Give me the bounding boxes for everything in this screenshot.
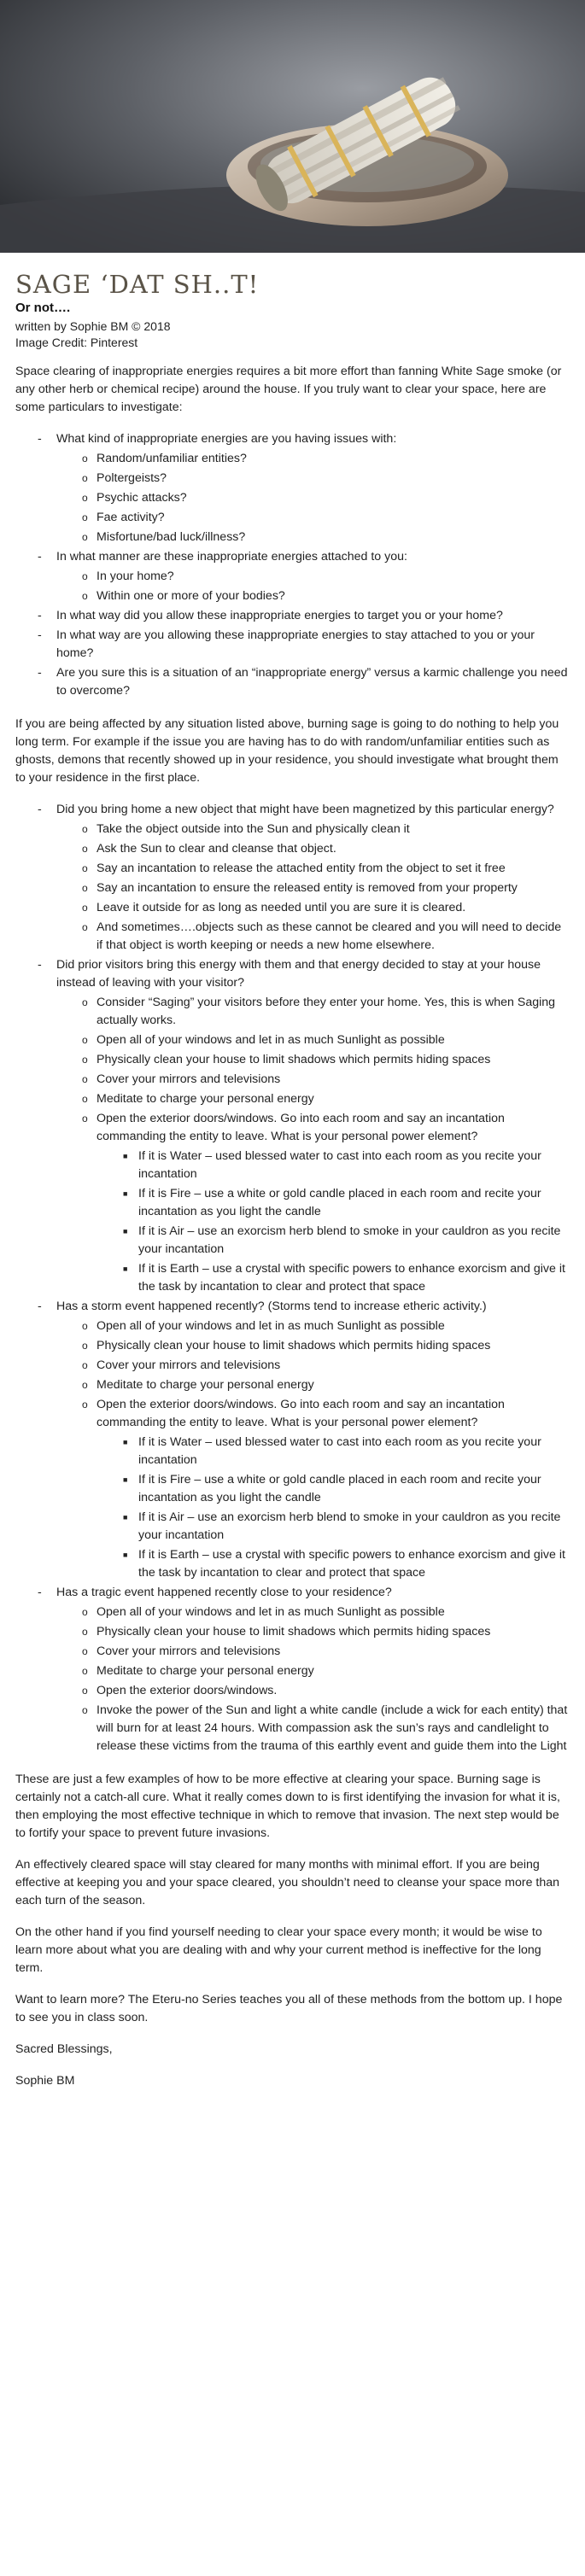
- byline: written by Sophie BM © 2018: [15, 319, 171, 333]
- list-item: o Physically clean your house to limit shadows which permits hiding spaces: [56, 1051, 570, 1069]
- list-item: ■ If it is Earth – use a crystal with specific powers to enhance exorcism and give it the task by incantation to clear and protect that space: [97, 1546, 570, 1582]
- list-item: o Take the object outside into the Sun and physically clean it: [56, 821, 570, 838]
- list-item: ■ If it is Air – use an exorcism herb blend to smoke in your cauldron as you recite your incantation: [97, 1223, 570, 1259]
- list-item: o Meditate to charge your personal energy: [56, 1376, 570, 1394]
- list-item: o Ask the Sun to clear and cleanse that object.: [56, 840, 570, 858]
- list-item: o And sometimes….objects such as these cannot be cleared and you will need to decide if that object is worth keeping or needs a new home elsewhere.: [56, 919, 570, 955]
- question-text: In what manner are these inappropriate energies attached to you:: [56, 550, 407, 564]
- list-item: o Misfortune/bad luck/illness?: [56, 529, 570, 546]
- list-item: o Say an incantation to release the attached entity from the object to set it free: [56, 860, 570, 878]
- sub-list: [56, 1603, 570, 1755]
- list-item: o Psychic attacks?: [56, 489, 570, 507]
- scenarios-list: [15, 801, 570, 1755]
- list-item: ■ If it is Fire – use a white or gold candle placed in each room and recite your incantation as you light the candle: [97, 1185, 570, 1221]
- sub-list: [56, 568, 570, 605]
- image-credit: Image Credit: Pinterest: [15, 336, 138, 349]
- list-item: o Say an incantation to ensure the released entity is removed from your property: [56, 879, 570, 897]
- scenario-text: Did you bring home a new object that might have been magnetized by this particular energy?: [56, 803, 554, 816]
- list-item: - In what way are you allowing these inappropriate energies to stay attached to you or your home?: [15, 627, 570, 663]
- list-item: [15, 956, 570, 1296]
- list-item: o Open all of your windows and let in as much Sunlight as possible: [56, 1317, 570, 1335]
- sub-list: [56, 1317, 570, 1582]
- list-item: o Physically clean your house to limit shadows which permits hiding spaces: [56, 1337, 570, 1355]
- scenario-text: Has a storm event happened recently? (Storms tend to increase etheric activity.): [56, 1300, 487, 1313]
- list-item: o Open all of your windows and let in as much Sunlight as possible: [56, 1031, 570, 1049]
- list-item: ■ If it is Water – used blessed water to cast into each room as you recite your incantation: [97, 1148, 570, 1183]
- list-item: [56, 1110, 570, 1296]
- question-text: What kind of inappropriate energies are you having issues with:: [56, 432, 397, 446]
- mid-paragraph: If you are being affected by any situation listed above, burning sage is going to do nothing to help you long term. For example if the issue you are having has to do with random/unfamiliar entities such as ghosts, demons that recently showed up in your residence, you should investigate what brought them to your residence in the first place.: [15, 717, 559, 785]
- list-item: o Cover your mirrors and televisions: [56, 1357, 570, 1375]
- list-item: o Leave it outside for as long as needed until you are sure it is cleared.: [56, 899, 570, 917]
- article-subtitle: Or not….: [15, 301, 71, 315]
- list-item: o Meditate to charge your personal energy: [56, 1662, 570, 1680]
- list-item: o Open all of your windows and let in as much Sunlight as possible: [56, 1603, 570, 1621]
- list-item: o Fae activity?: [56, 509, 570, 527]
- signature: Sophie BM: [15, 2074, 75, 2088]
- article-meta: [15, 301, 570, 351]
- closing-paragraph: An effectively cleared space will stay cleared for many months with minimal effort. If you are being effective at keeping you and your space cleared, you shouldn’t need to cleanse your space more than each turn of the season.: [15, 1858, 560, 1907]
- list-item: [15, 548, 570, 605]
- element-question: Open the exterior doors/windows. Go into each room and say an incantation commanding the entity to leave. What is your personal power element?: [97, 1112, 505, 1143]
- list-item: o Consider “Saging” your visitors before they enter your home. Yes, this is when Saging actually works.: [56, 994, 570, 1030]
- sub-list: [56, 821, 570, 955]
- element-list: [97, 1148, 570, 1296]
- sign-off: Sacred Blessings,: [15, 2042, 113, 2056]
- hero-image: [0, 0, 585, 253]
- sub-list: [56, 994, 570, 1296]
- element-question: Open the exterior doors/windows. Go into each room and say an incantation commanding the entity to leave. What is your personal power element?: [97, 1398, 505, 1429]
- list-item: - Are you sure this is a situation of an “inappropriate energy” versus a karmic challenge you need to overcome?: [15, 664, 570, 700]
- article-title: SAGE ‘DAT SH..T!: [15, 270, 260, 299]
- closing-paragraph: Want to learn more? The Eteru-no Series teaches you all of these methods from the bottom up. I hope to see you in class soon.: [15, 1993, 563, 2024]
- intro-paragraph: Space clearing of inappropriate energies requires a bit more effort than fanning White Sage smoke (or any other herb or chemical recipe) around the house. If you truly want to clear your space, here are some particulars to investigate:: [15, 365, 562, 414]
- list-item: o Random/unfamiliar entities?: [56, 450, 570, 468]
- list-item: [15, 430, 570, 546]
- scenario-text: Has a tragic event happened recently close to your residence?: [56, 1586, 392, 1599]
- element-list: [97, 1434, 570, 1582]
- list-item: ■ If it is Fire – use a white or gold candle placed in each room and recite your incantation as you light the candle: [97, 1471, 570, 1507]
- list-item: o Invoke the power of the Sun and light a white candle (include a wick for each entity) that will burn for at least 24 hours. With compassion ask the sun’s rays and candlelight to release these victims from the trauma of this earthly event and guide them into the Light: [56, 1702, 570, 1755]
- list-item: o Open the exterior doors/windows.: [56, 1682, 570, 1700]
- article-content: [0, 253, 585, 2138]
- list-item: o Meditate to charge your personal energy: [56, 1090, 570, 1108]
- list-item: o Within one or more of your bodies?: [56, 587, 570, 605]
- closing-paragraph: On the other hand if you find yourself needing to clear your space every month; it would be wise to learn more about what you are dealing with and why your current method is ineffective for the long term.: [15, 1925, 542, 1975]
- list-item: o Cover your mirrors and televisions: [56, 1071, 570, 1089]
- list-item: ■ If it is Water – used blessed water to cast into each room as you recite your incantation: [97, 1434, 570, 1469]
- list-item: [15, 1298, 570, 1582]
- closing-paragraph: These are just a few examples of how to be more effective at clearing your space. Burning sage is certainly not a catch-all cure. What it really comes down to is first identifying the invasion for what it is, then employing the most effective technique in which to remove that invasion. The next step would be to fortify your space to prevent future invasions.: [15, 1773, 560, 1840]
- list-item: o Poltergeists?: [56, 470, 570, 488]
- list-item: o Cover your mirrors and televisions: [56, 1643, 570, 1661]
- list-item: ■ If it is Earth – use a crystal with specific powers to enhance exorcism and give it the task by incantation to clear and protect that space: [97, 1260, 570, 1296]
- sub-list: [56, 450, 570, 546]
- list-item: o In your home?: [56, 568, 570, 586]
- list-item: [15, 1584, 570, 1755]
- list-item: [15, 801, 570, 955]
- questions-list: [15, 430, 570, 700]
- list-item: - In what way did you allow these inappropriate energies to target you or your home?: [15, 607, 570, 625]
- list-item: o Physically clean your house to limit shadows which permits hiding spaces: [56, 1623, 570, 1641]
- scenario-text: Did prior visitors bring this energy with them and that energy decided to stay at your house instead of leaving with your visitor?: [56, 958, 541, 990]
- list-item: ■ If it is Air – use an exorcism herb blend to smoke in your cauldron as you recite your incantation: [97, 1509, 570, 1545]
- list-item: [56, 1396, 570, 1582]
- sage-bundle-illustration: [0, 0, 585, 253]
